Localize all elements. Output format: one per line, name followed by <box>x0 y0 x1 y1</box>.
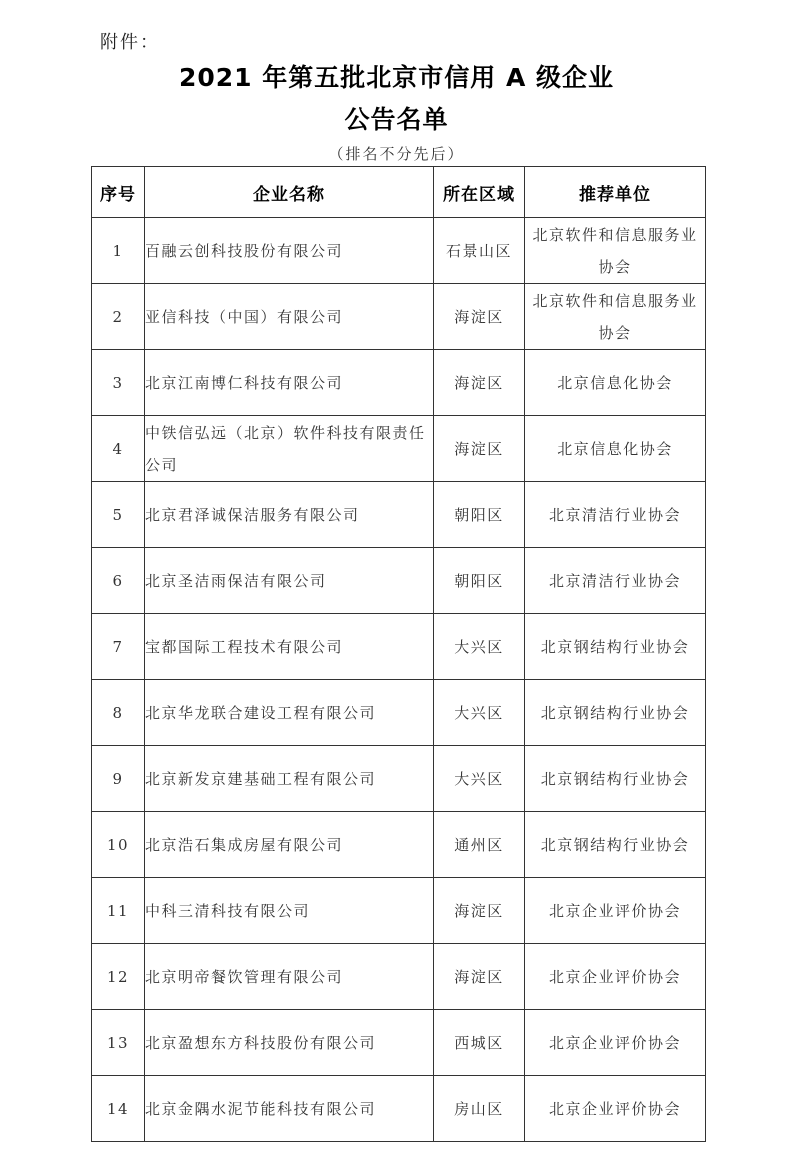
row-recommender: 北京信息化协会 <box>525 416 706 482</box>
row-company-name: 北京明帝餐饮管理有限公司 <box>145 944 434 1010</box>
table-row <box>92 416 706 482</box>
row-recommender: 北京清洁行业协会 <box>525 548 706 614</box>
row-district: 大兴区 <box>434 614 525 680</box>
row-company-name: 百融云创科技股份有限公司 <box>145 218 434 284</box>
table-row <box>92 1076 706 1142</box>
row-no: 10 <box>92 812 145 878</box>
header-district: 所在区域 <box>434 167 525 218</box>
row-company-name: 北京浩石集成房屋有限公司 <box>145 812 434 878</box>
row-recommender: 北京软件和信息服务业协会 <box>525 218 706 284</box>
row-district: 西城区 <box>434 1010 525 1076</box>
row-district: 海淀区 <box>434 416 525 482</box>
row-recommender: 北京企业评价协会 <box>525 944 706 1010</box>
attachment-label: 附件： <box>100 32 160 53</box>
table-row <box>92 218 706 284</box>
row-no: 11 <box>92 878 145 944</box>
row-no: 8 <box>92 680 145 746</box>
row-company-name: 亚信科技（中国）有限公司 <box>145 284 434 350</box>
header-recommender: 推荐单位 <box>525 167 706 218</box>
row-no: 6 <box>92 548 145 614</box>
table-row <box>92 614 706 680</box>
header-no: 序号 <box>92 167 145 218</box>
row-district: 海淀区 <box>434 350 525 416</box>
row-company-name: 中科三清科技有限公司 <box>145 878 434 944</box>
row-no: 9 <box>92 746 145 812</box>
row-company-name: 北京金隅水泥节能科技有限公司 <box>145 1076 434 1142</box>
row-no: 5 <box>92 482 145 548</box>
row-no: 13 <box>92 1010 145 1076</box>
row-district: 海淀区 <box>434 284 525 350</box>
header-name: 企业名称 <box>145 167 434 218</box>
row-district: 房山区 <box>434 1076 525 1142</box>
table-row <box>92 548 706 614</box>
row-company-name: 北京圣洁雨保洁有限公司 <box>145 548 434 614</box>
table-row <box>92 1010 706 1076</box>
row-district: 朝阳区 <box>434 548 525 614</box>
row-no: 12 <box>92 944 145 1010</box>
row-recommender: 北京企业评价协会 <box>525 878 706 944</box>
page-subtitle: （排名不分先后） <box>328 145 465 163</box>
company-list-table <box>91 166 706 1142</box>
row-company-name: 北京江南博仁科技有限公司 <box>145 350 434 416</box>
table-row <box>92 680 706 746</box>
row-recommender: 北京钢结构行业协会 <box>525 680 706 746</box>
row-no: 7 <box>92 614 145 680</box>
table-header-row <box>92 167 706 218</box>
row-no: 14 <box>92 1076 145 1142</box>
table-row <box>92 284 706 350</box>
row-district: 大兴区 <box>434 746 525 812</box>
row-district: 石景山区 <box>434 218 525 284</box>
table-row <box>92 350 706 416</box>
row-district: 海淀区 <box>434 878 525 944</box>
row-company-name: 北京新发京建基础工程有限公司 <box>145 746 434 812</box>
row-recommender: 北京企业评价协会 <box>525 1010 706 1076</box>
page-title-line2: 公告名单 <box>344 105 449 134</box>
row-recommender: 北京清洁行业协会 <box>525 482 706 548</box>
row-recommender: 北京钢结构行业协会 <box>525 614 706 680</box>
row-company-name: 中铁信弘远（北京）软件科技有限责任公司 <box>145 416 434 482</box>
row-district: 朝阳区 <box>434 482 525 548</box>
row-company-name: 北京盈想东方科技股份有限公司 <box>145 1010 434 1076</box>
row-recommender: 北京钢结构行业协会 <box>525 746 706 812</box>
page-title: 2021 年第五批北京市信用 A 级企业 <box>178 63 615 92</box>
row-no: 2 <box>92 284 145 350</box>
row-recommender: 北京软件和信息服务业协会 <box>525 284 706 350</box>
table-row <box>92 878 706 944</box>
row-no: 4 <box>92 416 145 482</box>
table-row <box>92 944 706 1010</box>
row-recommender: 北京企业评价协会 <box>525 1076 706 1142</box>
row-company-name: 宝都国际工程技术有限公司 <box>145 614 434 680</box>
row-district: 海淀区 <box>434 944 525 1010</box>
row-district: 通州区 <box>434 812 525 878</box>
table-row <box>92 812 706 878</box>
row-company-name: 北京君泽诚保洁服务有限公司 <box>145 482 434 548</box>
table-row <box>92 482 706 548</box>
row-recommender: 北京钢结构行业协会 <box>525 812 706 878</box>
row-no: 1 <box>92 218 145 284</box>
row-company-name: 北京华龙联合建设工程有限公司 <box>145 680 434 746</box>
table-row <box>92 746 706 812</box>
row-recommender: 北京信息化协会 <box>525 350 706 416</box>
row-district: 大兴区 <box>434 680 525 746</box>
row-no: 3 <box>92 350 145 416</box>
